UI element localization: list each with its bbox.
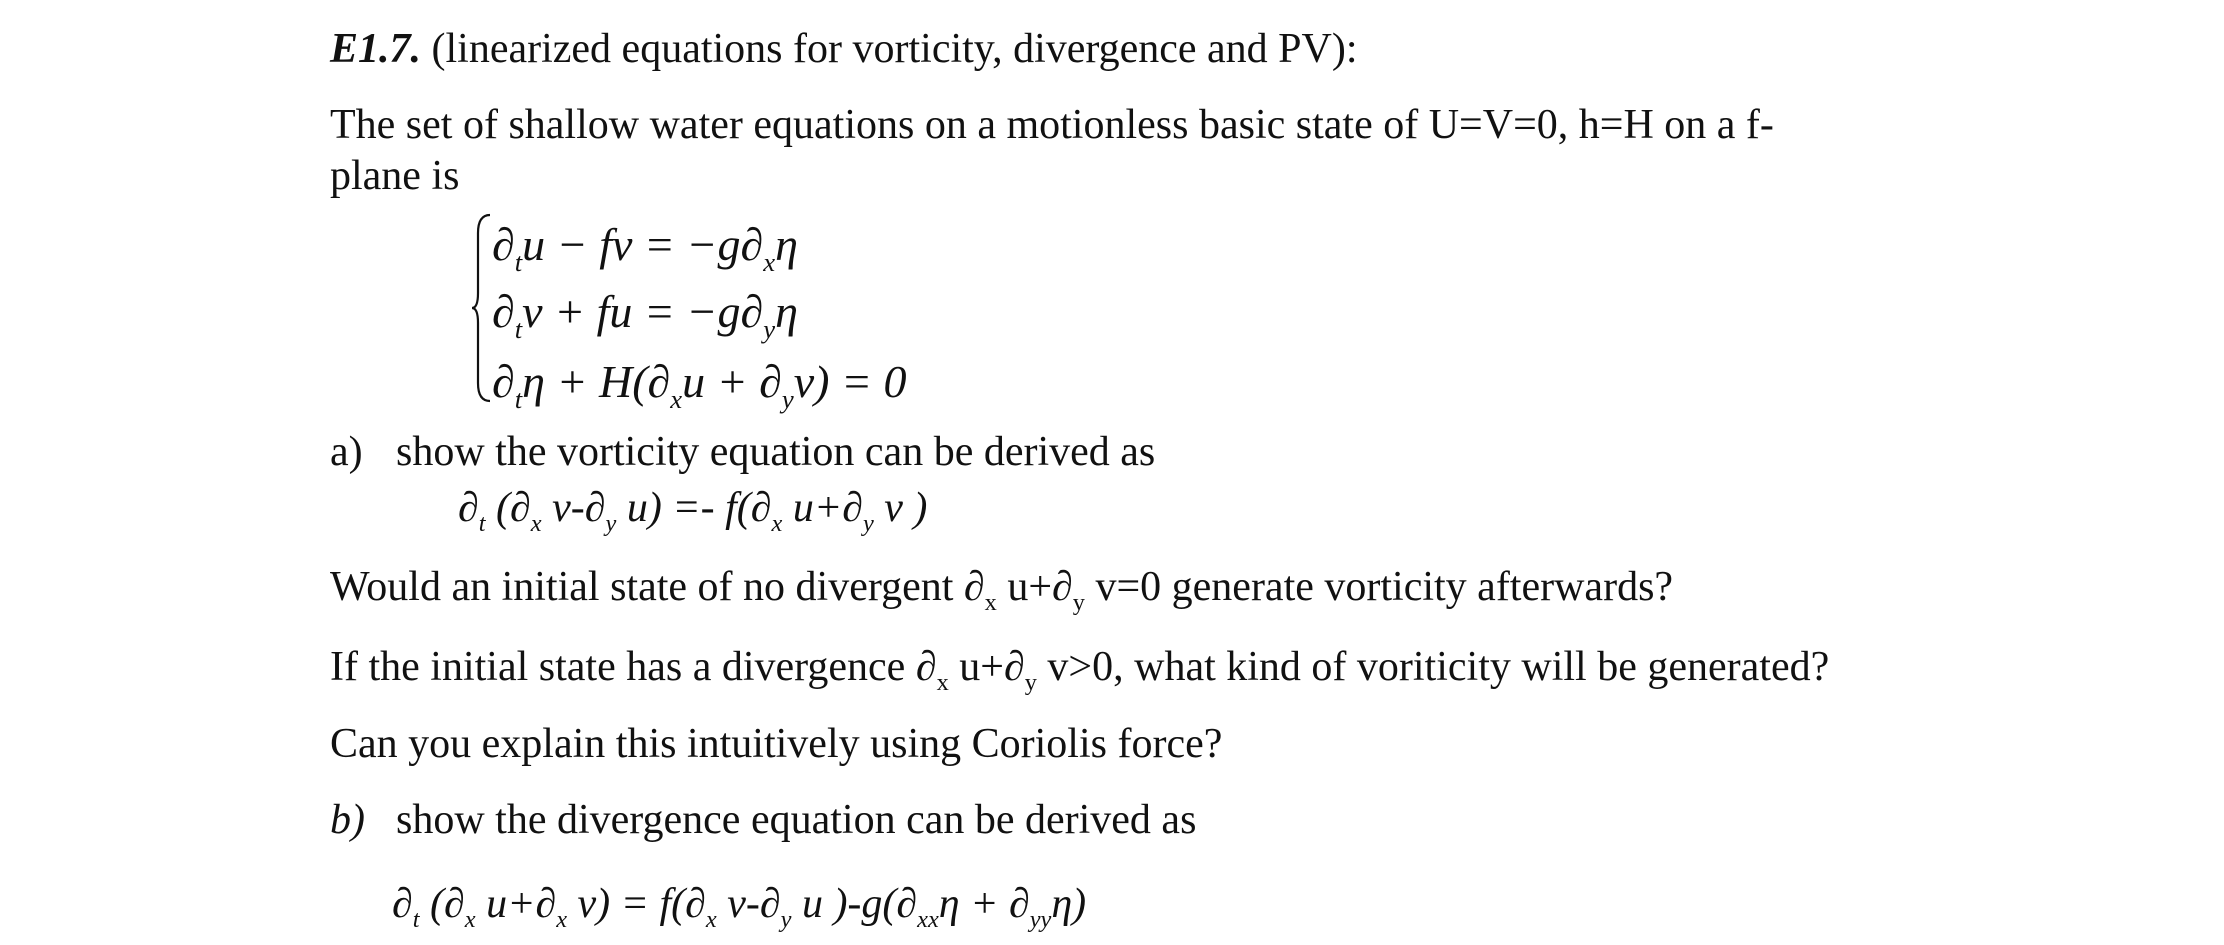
part-b-statement	[330, 796, 1196, 844]
equation-momentum-x: $\partial_tu$ − fv = $-g\partial_x\eta$	[492, 219, 798, 278]
exercise-heading	[330, 25, 1358, 73]
equation-momentum-y: $\partial_tv$ + fu = $-g\partial_y\eta$	[492, 286, 798, 345]
part-a-marker: a)	[330, 429, 363, 475]
part-b-marker: b)	[330, 797, 365, 843]
question-no-divergence: Would an initial state of no divergent $\partial_x$ $u+\partial_y$ v=0 generate vorticity afterwards?	[330, 564, 1674, 617]
divergence-equation: $\partial_t$ ($\partial_x$ $u+\partial_x$ $v) = f(\partial_x$ $v-\partial_y$ u )$-g(\partial_{xx}\eta + \partial_{yy}\eta)$	[392, 881, 1087, 934]
equation-continuity: $\partial_t\eta + H(\partial_xu + \partial_yv) = 0$	[492, 356, 907, 415]
question-positive-divergence: If the initial state has a divergence $\partial_x$ $u+\partial_y$ v>0, what kind of voriticity will be generated?	[330, 644, 1830, 697]
exercise-id: E1.7.	[330, 26, 422, 72]
intro-line-2: plane is	[330, 153, 460, 199]
vorticity-equation: $\partial_t$ ($\partial_x$ $v-\partial_y$ $u) =- f(\partial_x$ $u+\partial_y$ v )	[458, 485, 928, 538]
intro-line-1: The set of shallow water equations on a motionless basic state of U=V=0, h=H on a f-	[330, 102, 1774, 148]
system-brace	[470, 213, 492, 403]
part-b-text: show the divergence equation can be derived as	[396, 797, 1197, 843]
part-a-statement	[330, 428, 1155, 476]
question-coriolis: Can you explain this intuitively using Coriolis force?	[330, 721, 1223, 767]
exercise-title: (linearized equations for vorticity, divergence and PV):	[421, 26, 1358, 72]
part-a-text: show the vorticity equation can be derived as	[396, 429, 1156, 475]
